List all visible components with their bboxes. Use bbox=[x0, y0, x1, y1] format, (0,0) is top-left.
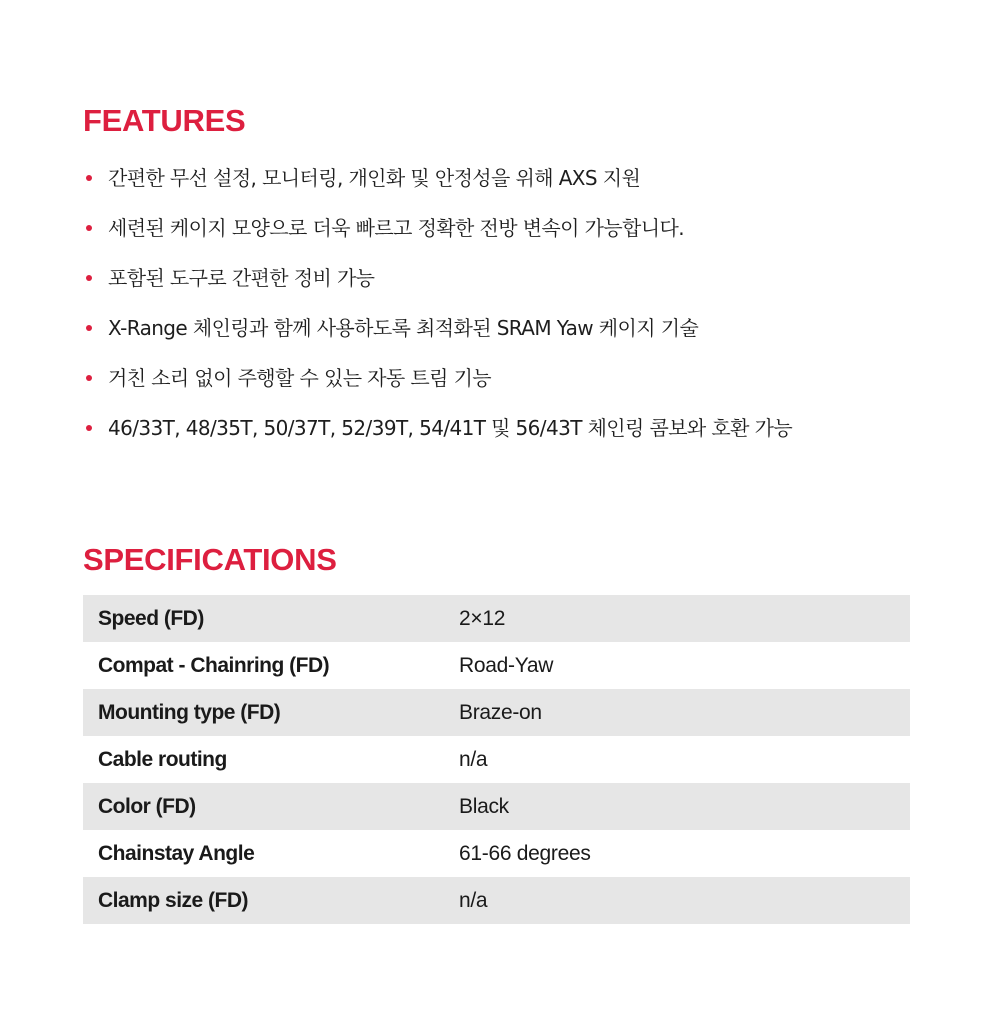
spec-value: Black bbox=[459, 794, 509, 818]
features-list bbox=[86, 160, 792, 460]
spec-value: 61-66 degrees bbox=[459, 841, 591, 865]
spec-label: Cable routing bbox=[98, 747, 227, 771]
feature-item bbox=[86, 310, 792, 360]
feature-text: 간편한 무선 설정, 모니터링, 개인화 및 안정성을 위해 AXS 지원 bbox=[108, 166, 641, 190]
spec-label: Speed (FD) bbox=[98, 606, 204, 630]
spec-row-cable-routing bbox=[83, 736, 910, 783]
spec-value: n/a bbox=[459, 888, 488, 912]
bullet-icon bbox=[86, 275, 92, 281]
spec-value: Road-Yaw bbox=[459, 653, 554, 677]
feature-text: 거친 소리 없이 주행할 수 있는 자동 트림 기능 bbox=[108, 366, 492, 390]
spec-value: n/a bbox=[459, 747, 488, 771]
feature-item bbox=[86, 260, 792, 310]
feature-item bbox=[86, 410, 792, 460]
feature-item bbox=[86, 210, 792, 260]
spec-label: Compat - Chainring (FD) bbox=[98, 653, 330, 677]
feature-text: 세련된 케이지 모양으로 더욱 빠르고 정확한 전방 변속이 가능합니다. bbox=[108, 216, 684, 240]
spec-row-speed bbox=[83, 595, 910, 642]
bullet-icon bbox=[86, 425, 92, 431]
spec-label: Color (FD) bbox=[98, 794, 196, 818]
bullet-icon bbox=[86, 225, 92, 231]
feature-text: X-Range 체인링과 함께 사용하도록 최적화된 SRAM Yaw 케이지 기술 bbox=[108, 316, 699, 340]
feature-text: 포함된 도구로 간편한 정비 가능 bbox=[108, 266, 375, 290]
spec-value: Braze-on bbox=[459, 700, 542, 724]
spec-label: Chainstay Angle bbox=[98, 841, 255, 865]
spec-row-mounting-type bbox=[83, 689, 910, 736]
spec-label: Clamp size (FD) bbox=[98, 888, 249, 912]
bullet-icon bbox=[86, 175, 92, 181]
feature-text: 46/33T, 48/35T, 50/37T, 52/39T, 54/41T 및 56/43T 체인링 콤보와 호환 가능 bbox=[108, 416, 793, 440]
bullet-icon bbox=[86, 375, 92, 381]
bullet-icon bbox=[86, 325, 92, 331]
spec-row-chainstay-angle bbox=[83, 830, 910, 877]
feature-item bbox=[86, 160, 792, 210]
spec-row-color bbox=[83, 783, 910, 830]
specifications-table bbox=[83, 595, 910, 924]
spec-label: Mounting type (FD) bbox=[98, 700, 281, 724]
spec-row-compat-chainring bbox=[83, 642, 910, 689]
specifications-heading: SPECIFICATIONS bbox=[83, 542, 337, 577]
features-heading: FEATURES bbox=[83, 103, 246, 138]
feature-item bbox=[86, 360, 792, 410]
spec-row-clamp-size bbox=[83, 877, 910, 924]
spec-value: 2×12 bbox=[459, 606, 506, 630]
